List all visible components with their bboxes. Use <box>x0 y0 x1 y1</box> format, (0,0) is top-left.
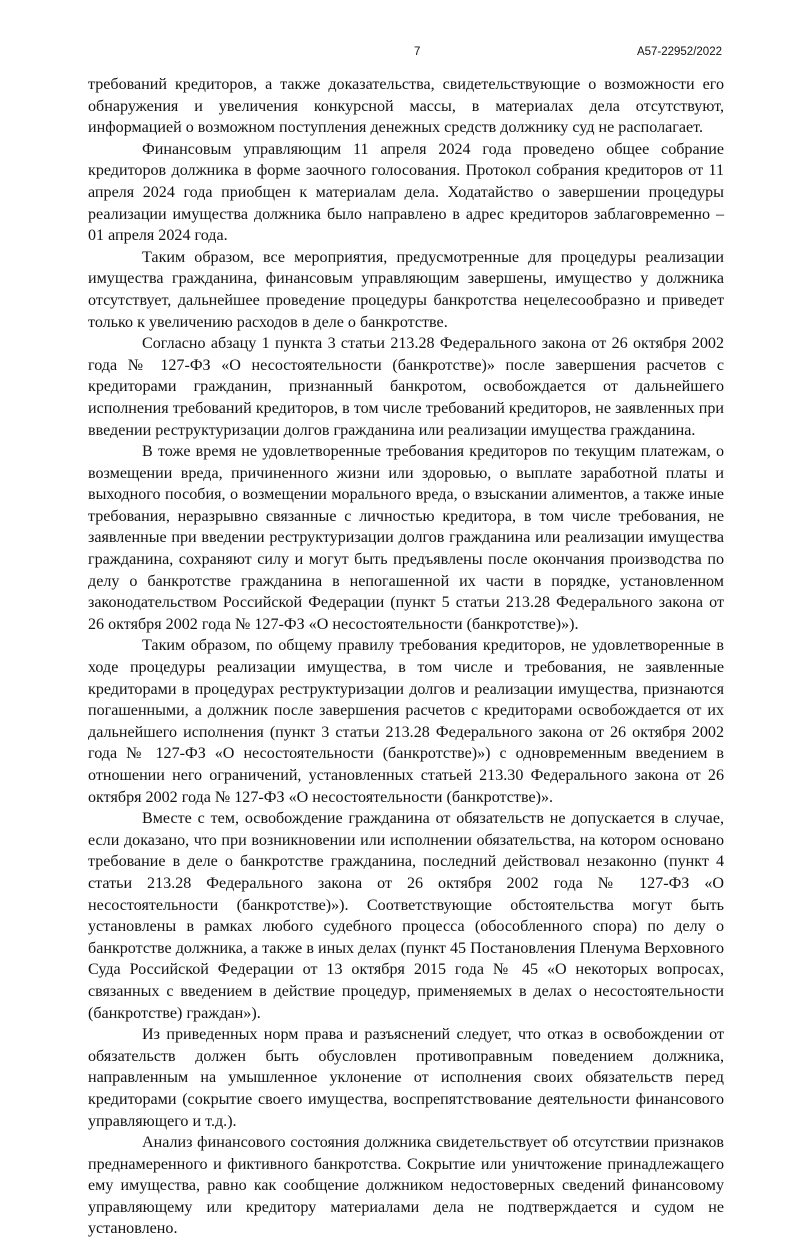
paragraph-surviving-claims: В тоже время не удовлетворенные требования кредиторов по текущим платежам, о возмещении вреда, причиненного жизни или здоровью, о выплате заработной платы и выходного пособия, о возмещении морального вреда, о взыскании алиментов, а также иные требования, неразрывно связанные с личностью кредитора, в том числе требования, не заявленные при введении реструктуризации долгов гражданина или реализации имущества гражданина, сохраняют силу и могут быть предъявлены после окончания производства по делу о банкротстве гражданина в непогашенной их части в порядке, установленном законодательством Российской Федерации (пункт 5 статьи 213.28 Федерального закона от 26 октября 2002 года № 127-ФЗ «О несостоятельности (банкротстве)»). <box>88 443 724 633</box>
document-body <box>88 74 724 1240</box>
paragraph-procedure-completed: Таким образом, все мероприятия, предусмотренные для процедуры реализации имущества гражданина, финансовым управляющим завершены, имущество у должника отсутствует, дальнейшее проведение процедуры банкротства нецелесообразно и приведет только к увеличению расходов в деле о банкротстве. <box>88 248 724 331</box>
paragraph-legal-interpretation: Из приведенных норм права и разъяснений следует, что отказ в освобождении от обязательств должен быть обусловлен противоправным поведением должника, направленным на умышленное уклонение от исполнения своих обязательств перед кредиторами (сокрытие своего имущества, воспрепятствование деятельности финансового управляющего и т.д.). <box>88 1026 724 1130</box>
paragraph-creditors-meeting: Финансовым управляющим 11 апреля 2024 года проведено общее собрание кредиторов должника в форме заочного голосования. Протокол собрания кредиторов от 11 апреля 2024 года приобщен к материалам дела. Ходатайство о завершении процедуры реализации имущества должника было направлено в адрес кредиторов заблаговременно – 01 апреля 2024 года. <box>88 140 724 245</box>
paragraph-continuation: требований кредиторов, а также доказательства, свидетельствующие о возможности его обнаружения и увеличения конкурсной массы, в материалах дела отсутствуют, информацией о возможном поступления денежных средств должнику суд не располагает. <box>88 76 724 137</box>
case-number: А57-22952/2022 <box>636 46 722 58</box>
paragraph-financial-analysis: Анализ финансового состояния должника свидетельствует об отсутствии признаков преднамеренного и фиктивного банкротства. Сокрытие или уничтожение принадлежащего ему имущества, равно как сообщение должником недостоверных сведений финансовому управляющему или кредитору материалами дела не подтверждается и судом не установлено. <box>88 1134 724 1238</box>
paragraph-release-from-obligations: Согласно абзацу 1 пункта 3 статьи 213.28 Федерального закона от 26 октября 2002 года № 127-ФЗ «О несостоятельности (банкротстве)» после завершения расчетов с кредиторами гражданин, признанный банкротом, освобождается от дальнейшего исполнения требований кредиторов, в том числе требований кредиторов, не заявленных при введении реструктуризации долгов гражданина или реализации имущества гражданина. <box>88 335 724 439</box>
paragraph-general-rule: Таким образом, по общему правилу требования кредиторов, не удовлетворенные в ходе процедуры реализации имущества, в том числе и требования, не заявленные кредиторами в процедурах реструктуризации долгов и реализации имущества, признаются погашенными, а должник после завершения расчетов с кредиторами освобождается от их дальнейшего исполнения (пункт 3 статьи 213.28 Федерального закона от 26 октября 2002 года № 127-ФЗ «О несостоятельности (банкротстве)») с одновременным введением в отношении него ограничений, установленных статьей 213.30 Федерального закона от 26 октября 2002 года № 127-ФЗ «О несостоятельности (банкротстве)». <box>88 637 724 806</box>
paragraph-exceptions: Вместе с тем, освобождение гражданина от обязательств не допускается в случае, если доказано, что при возникновении или исполнении обязательства, на котором основано требование в деле о банкротстве гражданина, последний действовал незаконно (пункт 4 статьи 213.28 Федерального закона от 26 октября 2002 года № 127-ФЗ «О несостоятельности (банкротстве)»). Соответствующие обстоятельства могут быть установлены в рамках любого судебного процесса (обособленного спора) по делу о банкротстве должника, а также в иных делах (пункт 45 Постановления Пленума Верховного Суда Российской Федерации от 13 октября 2015 года № 45 «О некоторых вопросах, связанных с введением в действие процедур, применяемых в делах о несостоятельности (банкротстве) граждан»). <box>88 810 724 1022</box>
page-header <box>0 46 800 64</box>
page-number: 7 <box>414 46 421 58</box>
